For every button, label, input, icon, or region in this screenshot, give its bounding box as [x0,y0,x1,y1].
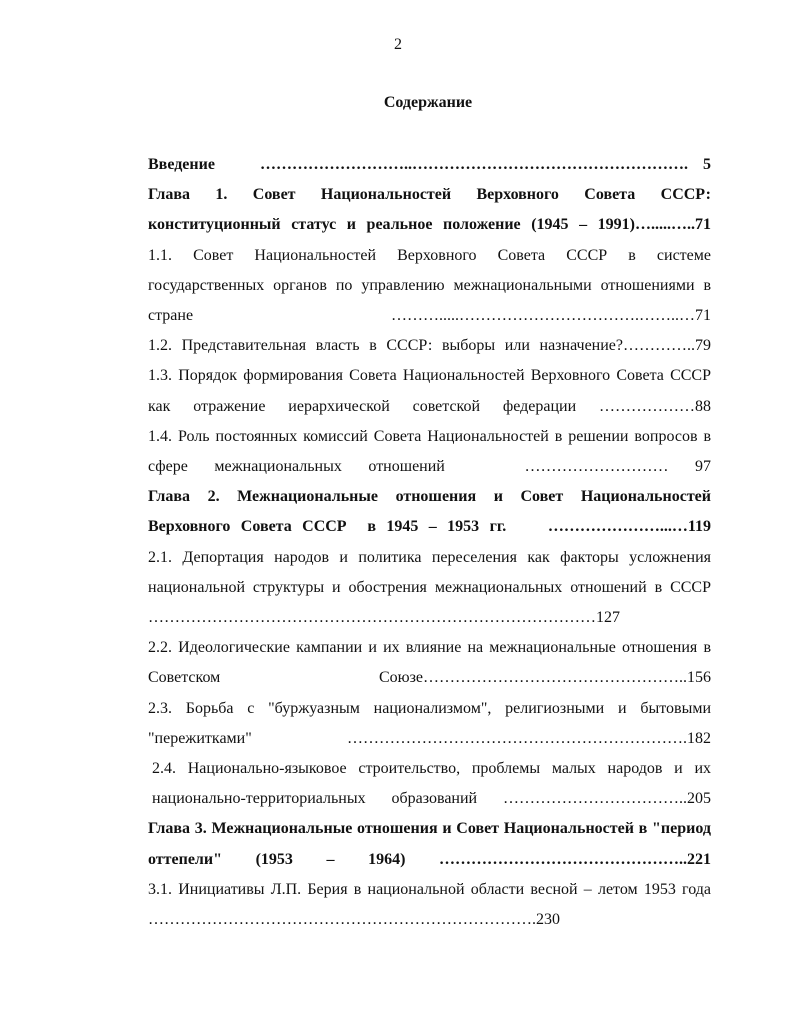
toc-entry-chapter-3[interactable]: Глава 3. Межнациональные отношения и Совет Национальностей в "период оттепели" (1953 – 1964) ………………………………………..221 [148,820,715,868]
toc-entry-section-2-2[interactable]: 2.2. Идеологические кампании и их влияние на межнациональные отношения в Советском Союзе…………………………………………..156 [148,639,715,687]
toc-entry-section-1-4[interactable]: 1.4. Роль постоянных комиссий Совета Национальностей в решении вопросов в сфере межнациональных отношений ……………………… 97 [148,427,715,476]
toc-entry-section-3-1[interactable]: 3.1. Инициативы Л.П. Берия в национальной области весной – летом 1953 года ……………………………………………………………….230 [148,880,719,929]
toc-title: Содержание [383,94,473,111]
toc-entry-section-1-3[interactable]: 1.3. Порядок формирования Совета Национальностей Верховного Совета СССР как отражение иерархической советской федерации ………………88 [148,367,715,415]
table-of-contents [148,150,719,935]
toc-entry-section-2-1[interactable]: 2.1. Депортация народов и политика переселения как факторы усложнения национальной структуры и обострения межнациональных отношений в СССР …………………………………………………………………………127 [148,548,719,627]
toc-entry-introduction[interactable]: Введение ………………………..……………………………………………. 5 [148,156,711,173]
toc-entry-section-2-3[interactable]: 2.3. Борьба с "буржуазным национализмом", религиозными и бытовыми "пережитками" ……………………………………………………….182 [148,699,715,747]
toc-entry-chapter-2[interactable]: Глава 2. Межнациональные отношения и Совет Национальностей Верховного Совета СССР в 1945 – 1953 гг. …………………...…119 [148,488,715,536]
toc-entry-section-1-1[interactable]: 1.1. Совет Национальностей Верховного Совета СССР в системе государственных органов по управлению межнациональными отношениями в стране ……….....…………………………….……..…71 [148,246,715,325]
page-number: 2 [394,36,402,53]
toc-entry-section-2-4[interactable]: 2.4. Национально-языковое строительство, проблемы малых народов и их национально-территориальных образований ……………………………..205 [152,760,715,808]
toc-entry-section-1-2[interactable]: 1.2. Представительная власть в СССР: выборы или назначение?…………..79 [148,337,711,355]
toc-entry-chapter-1[interactable]: Глава 1. Совет Национальностей Верховного Совета СССР: конституционный статус и реальное положение (1945 – 1991)….....…..71 [148,186,715,234]
